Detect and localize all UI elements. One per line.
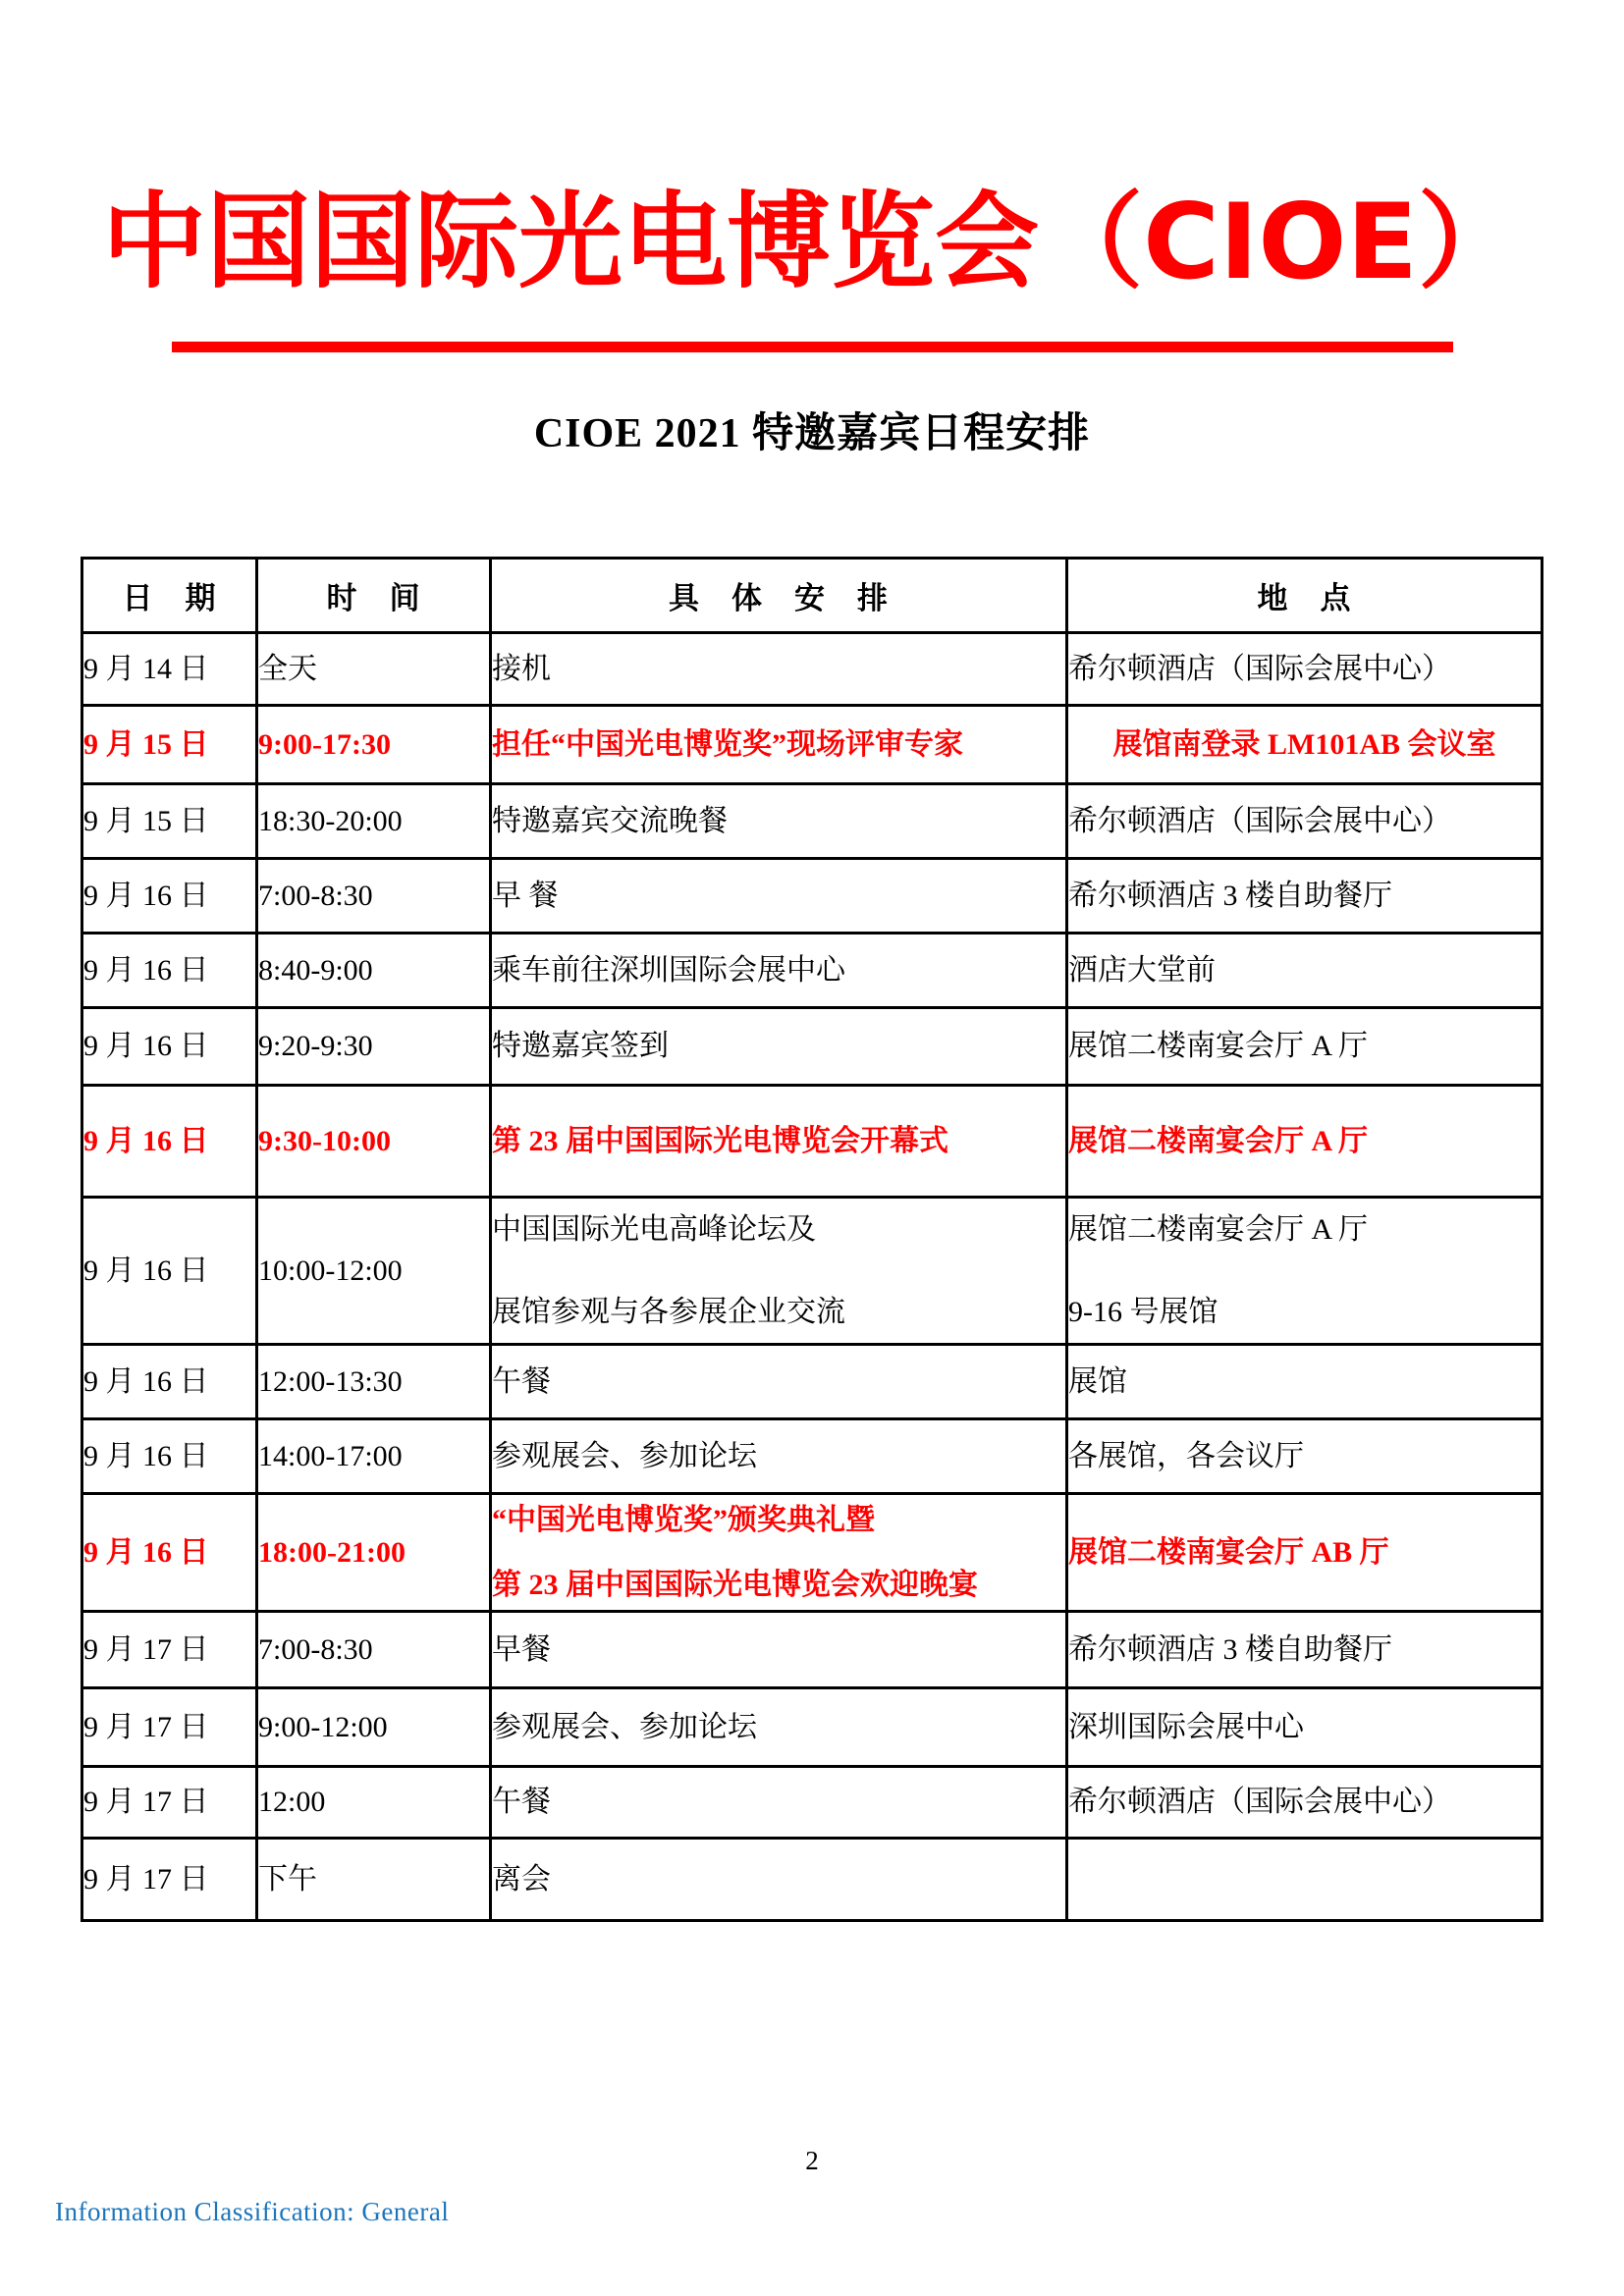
table-row (82, 706, 1543, 784)
cell-place (1067, 1419, 1543, 1494)
cell-place (1067, 706, 1543, 784)
cell-place-text: 各展馆，各会议厅 (1068, 1439, 1304, 1472)
cell-plan-text: 参观展会、参加论坛 (492, 1439, 757, 1472)
cell-plan (491, 1494, 1067, 1612)
cell-plan-text: 展馆参观与各参展企业交流 (492, 1295, 845, 1328)
cell-date (82, 1419, 257, 1494)
cell-plan-text: 第 23 届中国国际光电博览会开幕式 (492, 1124, 948, 1157)
cell-date-text: 9 月 16 日 (83, 1439, 209, 1472)
cell-plan-text: “中国光电博览奖”颁奖典礼暨 (492, 1503, 875, 1536)
cell-place-text: 展馆 (1068, 1364, 1127, 1398)
cell-time-text: 12:00 (258, 1786, 326, 1819)
cell-time-text: 9:20-9:30 (258, 1030, 373, 1063)
cell-plan-text: 早 餐 (492, 879, 559, 912)
cell-date-text: 9 月 17 日 (83, 1862, 209, 1896)
cell-plan-text: 参观展会、参加论坛 (492, 1710, 757, 1743)
cell-time (257, 1612, 491, 1688)
cell-time (257, 1008, 491, 1086)
cell-date (82, 859, 257, 934)
cell-time (257, 1767, 491, 1839)
cell-date (82, 1612, 257, 1688)
cell-time-text: 12:00-13:30 (258, 1364, 403, 1398)
cell-plan (491, 1767, 1067, 1839)
cell-date-text: 9 月 16 日 (83, 1030, 209, 1063)
schedule-header-row (82, 559, 1543, 633)
cell-date (82, 1345, 257, 1419)
cell-plan (491, 1612, 1067, 1688)
cell-plan (491, 859, 1067, 934)
cell-place-text: 展馆二楼南宴会厅 A 厅 (1068, 1124, 1369, 1157)
cell-place-text: 展馆二楼南宴会厅 A 厅 (1068, 1212, 1369, 1246)
table-row (82, 1767, 1543, 1839)
cell-date-text: 9 月 15 日 (83, 727, 209, 761)
cell-date (82, 1767, 257, 1839)
cell-time-text: 下午 (258, 1862, 317, 1896)
cell-date-text: 9 月 17 日 (83, 1632, 209, 1666)
page-number: 2 (805, 2146, 819, 2175)
header-cell-time: 时 间 (257, 559, 491, 633)
cell-plan (491, 1198, 1067, 1345)
cell-plan (491, 1419, 1067, 1494)
cell-time (257, 859, 491, 934)
cell-date-text: 9 月 17 日 (83, 1710, 209, 1743)
cell-place (1067, 1767, 1543, 1839)
cell-time (257, 1494, 491, 1612)
cell-place-text: 9-16 号展馆 (1068, 1295, 1218, 1328)
cell-date-text: 9 月 16 日 (83, 1124, 209, 1157)
cell-place-text: 希尔顿酒店 3 楼自助餐厅 (1068, 879, 1392, 912)
table-row (82, 934, 1543, 1008)
cell-place-text: 希尔顿酒店（国际会展中心） (1068, 804, 1451, 837)
cell-time (257, 1086, 491, 1198)
cell-plan (491, 784, 1067, 859)
title-underline (172, 342, 1453, 352)
table-row (82, 633, 1543, 706)
schedule-table-body (82, 633, 1543, 1921)
cell-plan (491, 1086, 1067, 1198)
cell-time-text: 9:00-17:30 (258, 727, 391, 761)
table-row (82, 1419, 1543, 1494)
cell-place (1067, 1198, 1543, 1345)
cell-plan-text: 中国国际光电高峰论坛及 (492, 1212, 816, 1246)
cell-date-text: 9 月 16 日 (83, 1364, 209, 1398)
cell-place (1067, 1688, 1543, 1767)
cell-plan-text: 特邀嘉宾签到 (492, 1030, 669, 1063)
cell-date (82, 1008, 257, 1086)
table-row (82, 1612, 1543, 1688)
cell-plan-text: 午餐 (492, 1786, 551, 1819)
cell-plan (491, 1688, 1067, 1767)
cell-date-text: 9 月 17 日 (83, 1786, 209, 1819)
cell-time (257, 1198, 491, 1345)
cell-date (82, 1839, 257, 1921)
cell-time-text: 9:00-12:00 (258, 1710, 388, 1743)
cell-place-text: 希尔顿酒店（国际会展中心） (1068, 1786, 1451, 1819)
table-row (82, 784, 1543, 859)
cell-time (257, 1688, 491, 1767)
cell-time-text: 18:30-20:00 (258, 804, 403, 837)
cell-date (82, 934, 257, 1008)
cell-date-text: 9 月 16 日 (83, 1535, 209, 1569)
table-row (82, 1839, 1543, 1921)
cell-place-text: 希尔顿酒店 3 楼自助餐厅 (1068, 1632, 1392, 1666)
cell-time-text: 7:00-8:30 (258, 879, 373, 912)
cell-place (1067, 1494, 1543, 1612)
cell-time (257, 706, 491, 784)
table-row (82, 1688, 1543, 1767)
page-title: 中国国际光电博览会（CIOE） (102, 182, 1522, 302)
cell-place (1067, 633, 1543, 706)
cell-place (1067, 1086, 1543, 1198)
cell-plan (491, 1008, 1067, 1086)
cell-plan (491, 1345, 1067, 1419)
cell-date (82, 1086, 257, 1198)
cell-place (1067, 1612, 1543, 1688)
cell-plan-text: 第 23 届中国国际光电博览会欢迎晚宴 (492, 1568, 978, 1601)
cell-plan-text: 离会 (492, 1862, 551, 1896)
cell-place (1067, 784, 1543, 859)
cell-plan-text: 特邀嘉宾交流晚餐 (492, 804, 728, 837)
header-cell-place: 地 点 (1067, 559, 1543, 633)
cell-date-text: 9 月 15 日 (83, 804, 209, 837)
cell-plan-text: 乘车前往深圳国际会展中心 (492, 953, 845, 987)
cell-time-text: 9:30-10:00 (258, 1124, 391, 1157)
cell-place-text: 酒店大堂前 (1068, 953, 1216, 987)
table-row (82, 1008, 1543, 1086)
cell-date (82, 784, 257, 859)
cell-plan-text: 午餐 (492, 1364, 551, 1398)
cell-date (82, 633, 257, 706)
cell-time (257, 934, 491, 1008)
schedule-table (81, 557, 1543, 1922)
header-cell-plan: 具 体 安 排 (491, 559, 1067, 633)
cell-time-text: 8:40-9:00 (258, 953, 373, 987)
cell-place (1067, 1008, 1543, 1086)
cell-place-text: 希尔顿酒店（国际会展中心） (1068, 652, 1451, 685)
cell-date-text: 9 月 14 日 (83, 652, 209, 685)
cell-date-text: 9 月 16 日 (83, 953, 209, 987)
cell-time (257, 1345, 491, 1419)
cell-place (1067, 1345, 1543, 1419)
classification-footer: Information Classification: General (55, 2197, 450, 2226)
table-row (82, 1494, 1543, 1612)
cell-plan (491, 633, 1067, 706)
cell-time-text: 18:00-21:00 (258, 1535, 406, 1569)
header-cell-date: 日 期 (82, 559, 257, 633)
cell-time-text: 7:00-8:30 (258, 1632, 373, 1666)
cell-date (82, 1198, 257, 1345)
cell-time (257, 1419, 491, 1494)
cell-time-text: 10:00-12:00 (258, 1254, 403, 1287)
cell-place-text: 深圳国际会展中心 (1068, 1710, 1304, 1743)
cell-place-text: 展馆二楼南宴会厅 AB 厅 (1068, 1535, 1389, 1569)
cell-plan-text: 接机 (492, 652, 551, 685)
cell-time (257, 1839, 491, 1921)
cell-date (82, 1494, 257, 1612)
table-row (82, 1198, 1543, 1345)
cell-time (257, 784, 491, 859)
table-row (82, 1086, 1543, 1198)
cell-plan-text: 早餐 (492, 1632, 551, 1666)
cell-date (82, 706, 257, 784)
cell-place (1067, 934, 1543, 1008)
cell-plan (491, 1839, 1067, 1921)
cell-time-text: 全天 (258, 652, 317, 685)
cell-time-text: 14:00-17:00 (258, 1439, 403, 1472)
cell-date (82, 1688, 257, 1767)
table-row (82, 859, 1543, 934)
cell-date-text: 9 月 16 日 (83, 1254, 209, 1287)
cell-place-text: 展馆南登录 LM101AB 会议室 (1112, 727, 1496, 761)
cell-place-text: 展馆二楼南宴会厅 A 厅 (1068, 1030, 1369, 1063)
cell-place (1067, 859, 1543, 934)
cell-plan (491, 934, 1067, 1008)
cell-plan-text: 担任“中国光电博览奖”现场评审专家 (492, 727, 963, 761)
cell-place (1067, 1839, 1543, 1921)
cell-time (257, 633, 491, 706)
cell-plan (491, 706, 1067, 784)
cell-date-text: 9 月 16 日 (83, 879, 209, 912)
table-row (82, 1345, 1543, 1419)
doc-subtitle: CIOE 2021 特邀嘉宾日程安排 (533, 410, 1091, 456)
